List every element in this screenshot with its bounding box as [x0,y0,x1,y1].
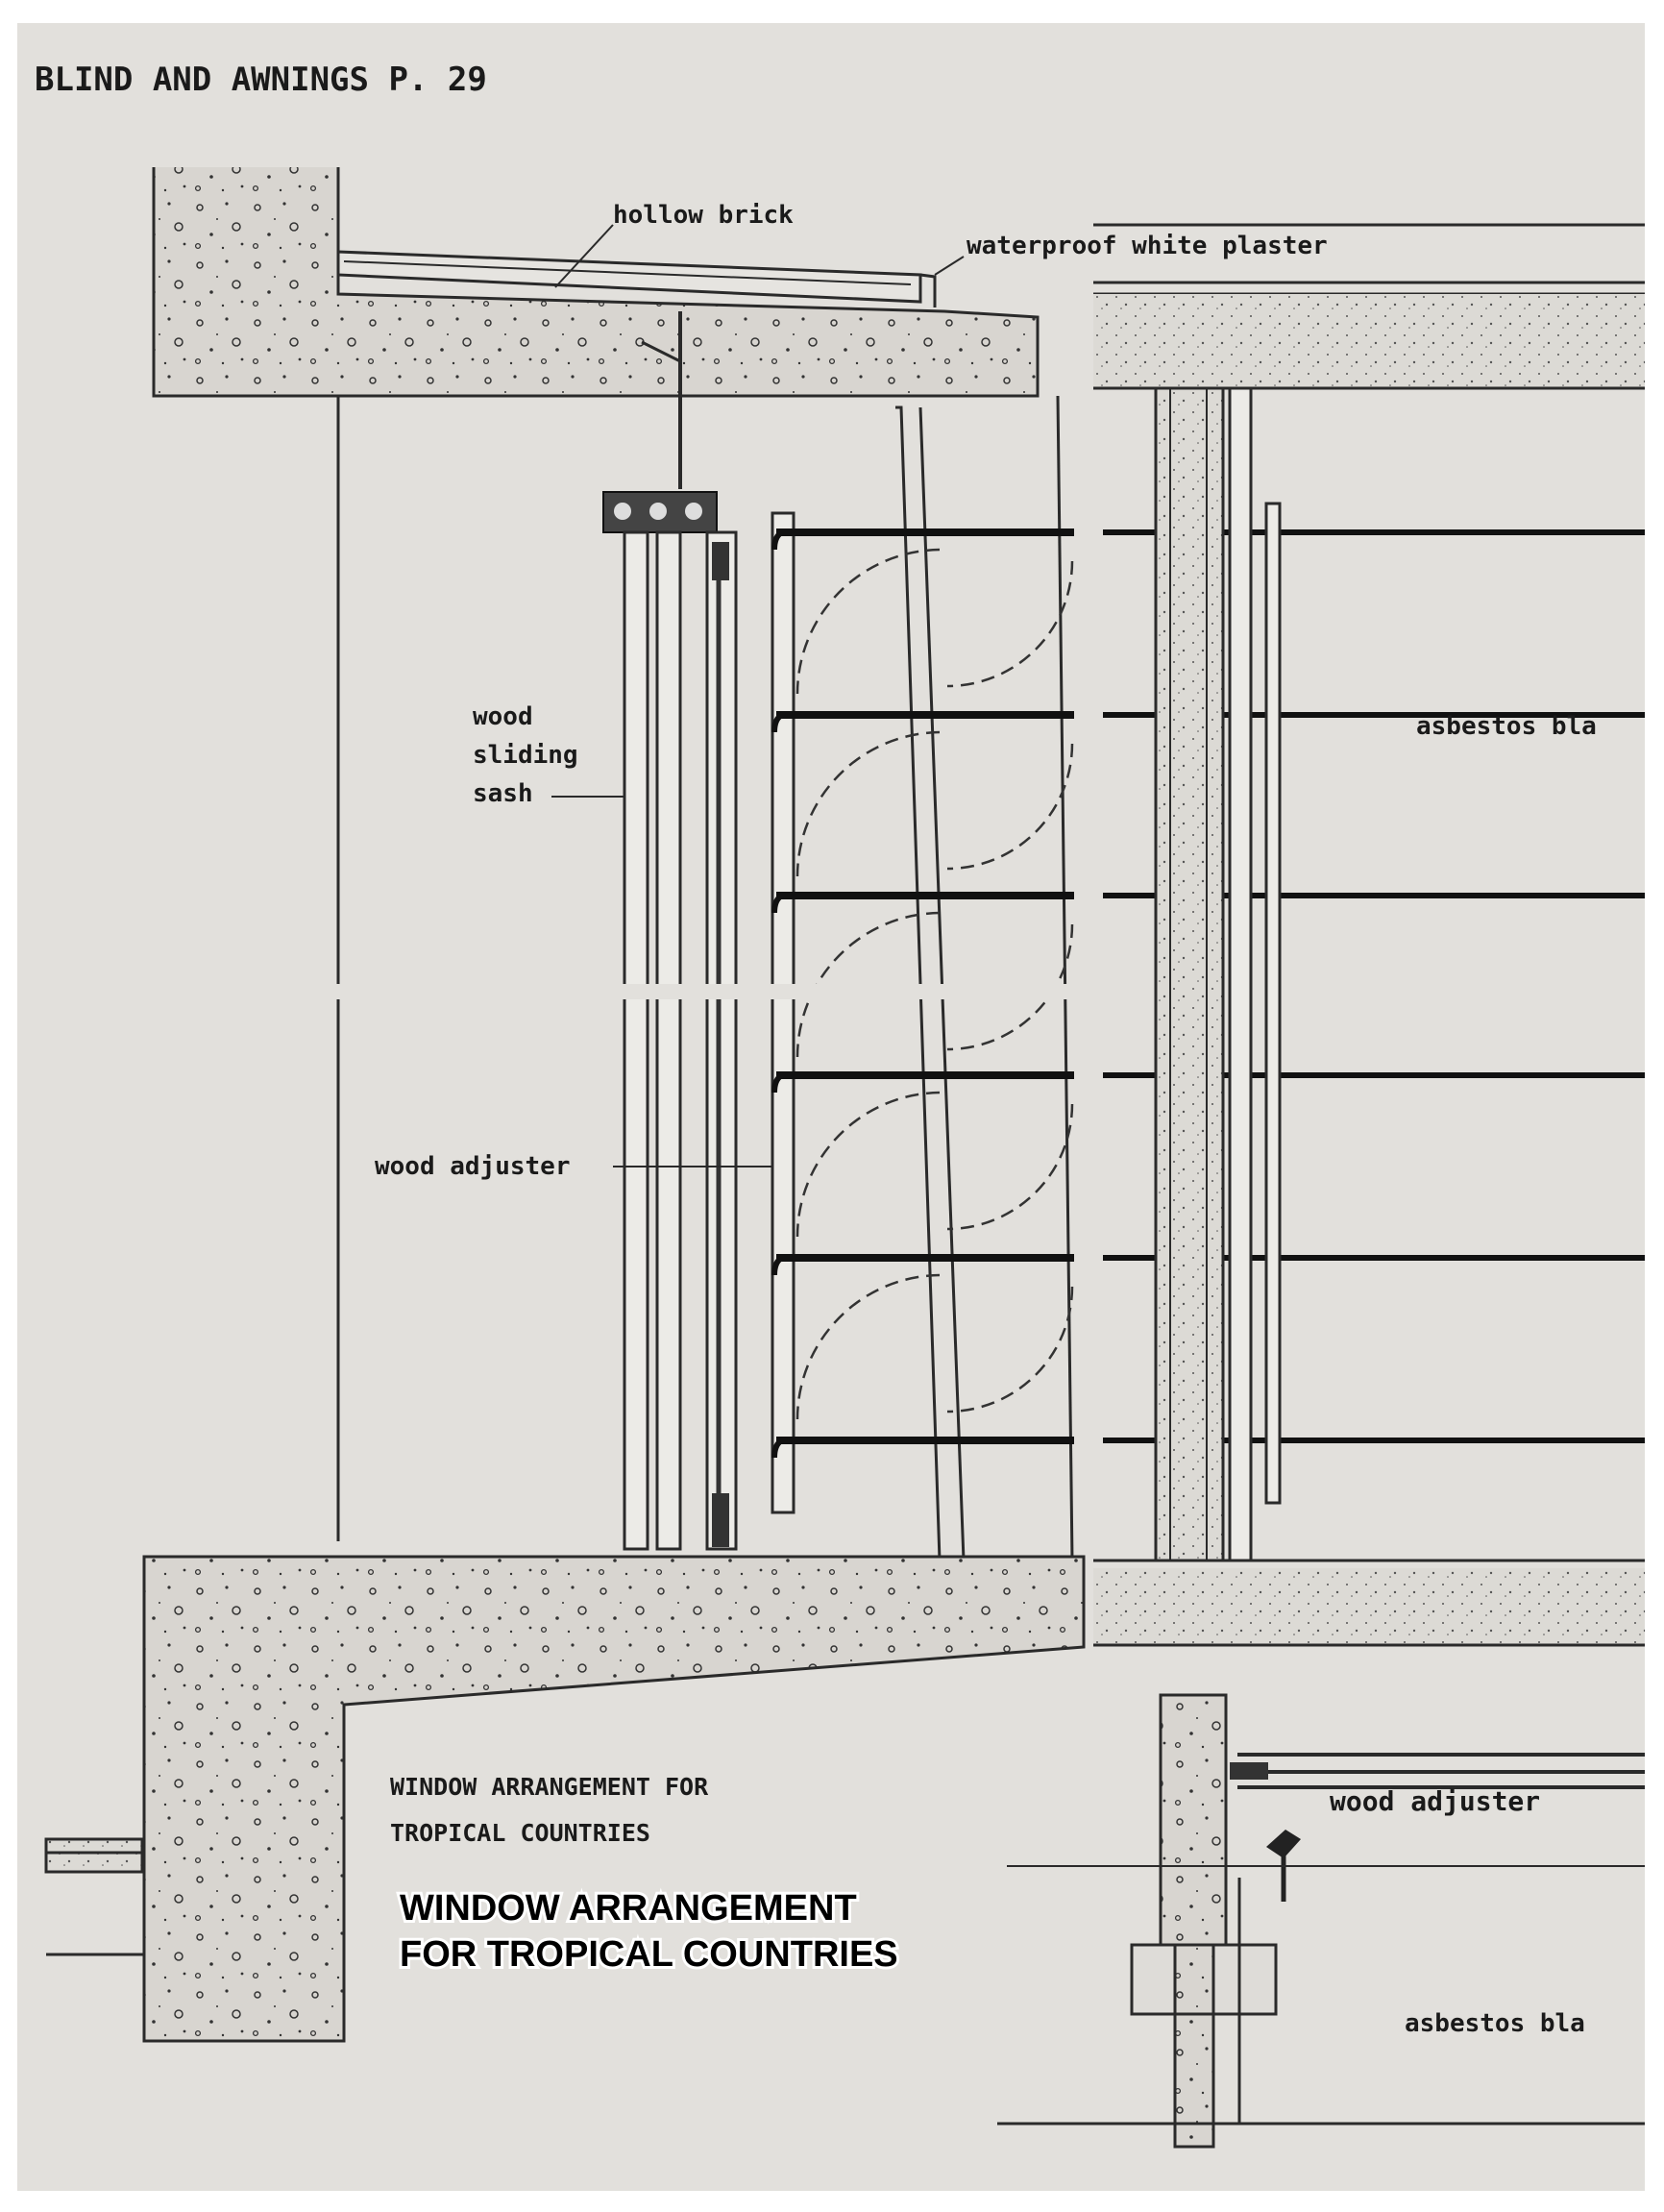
label-wood-adjuster-detail: wood adjuster [1330,1785,1541,1817]
right-elevation-panel [1093,225,1645,1645]
caption-overlay-line2: FOR TROPICAL COUNTRIES [400,1934,898,1975]
left-lintel-stub [46,1839,144,2003]
blade-swing-arc [947,744,1072,869]
break-gap [17,984,1645,999]
caption-overlay-line1: WINDOW ARRANGEMENT [400,1888,857,1929]
wood-adjuster-rod [772,513,794,1512]
sheet-header: BLIND AND AWNINGS P. 29 [35,61,487,99]
label-hollow-brick: hollow brick [613,201,794,230]
label-asbestos-blade-upper: asbestos bla [1416,712,1597,741]
sash-head-track [603,492,717,532]
blade-swing-arc [947,561,1072,686]
label-asbestos-blade-lower: asbestos bla [1405,2009,1585,2038]
label-wood-sliding-sash-3: sash [473,779,533,808]
caption-typed-line2: TROPICAL COUNTRIES [390,1819,650,1847]
blade-swing-arc [947,1104,1072,1229]
label-wood-sliding-sash-2: sliding [473,741,578,770]
label-wood-adjuster: wood adjuster [375,1152,571,1181]
blade-detail-plan [997,1695,1645,2147]
section-drawing [17,23,1645,2191]
blade-swing-arc [797,732,940,876]
blade-swing-arc [797,1275,940,1419]
hollow-brick [338,252,920,302]
label-wood-sliding-sash-1: wood [473,702,533,731]
blade-swing-arc [797,1093,940,1237]
wood-sliding-sash [624,532,736,1549]
caption-typed-line1: WINDOW ARRANGEMENT FOR [390,1773,709,1801]
label-waterproof-plaster: waterproof white plaster [967,232,1328,260]
outer-frame [895,396,1072,1561]
waterproof-plaster-layer [920,275,935,307]
drawing-sheet [17,23,1645,2191]
blade-swing-arc [947,1287,1072,1412]
blade-swing-arc [797,550,940,694]
